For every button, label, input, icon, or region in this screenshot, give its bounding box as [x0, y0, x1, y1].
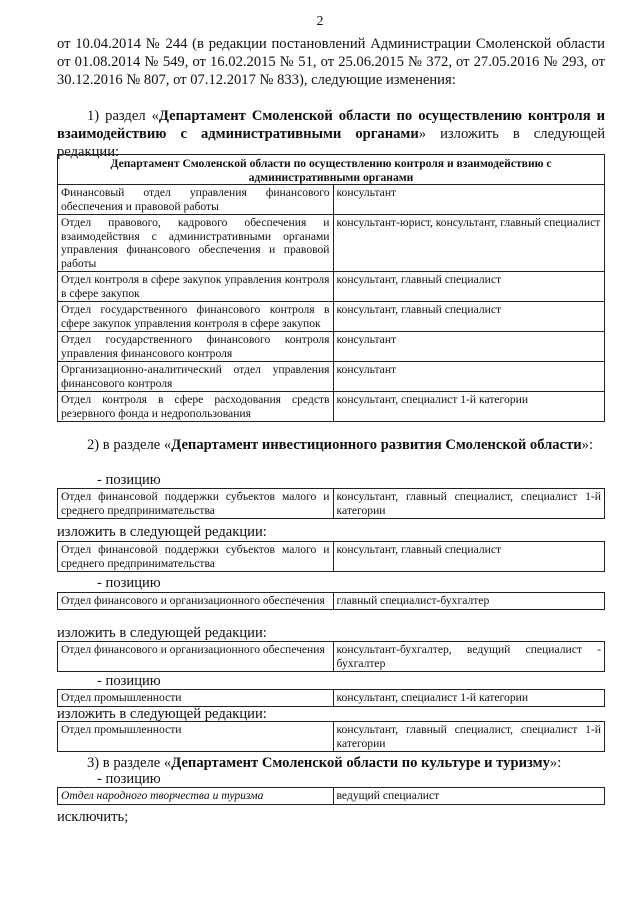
dept-cell: Финансовый отдел управления финансового обеспечения и правовой работы — [58, 185, 334, 215]
table-header: Департамент Смоленской области по осуществлению контроля и взаимодействию с административными органами — [58, 155, 605, 185]
dept-cell: Отдел промышленности — [58, 690, 334, 707]
table-new-edition — [57, 641, 605, 672]
table-row — [58, 332, 605, 362]
table-row — [58, 302, 605, 332]
position-cell: консультант — [333, 185, 604, 215]
item1-paragraph: 1) раздел «Департамент Смоленской области по осуществлению контроля и взаимодействию с административными органами» изложить в следующей редакции: — [57, 108, 606, 160]
dept-cell: Отдел народного творчества и туризма — [58, 788, 334, 805]
position-label: - позицию — [97, 771, 161, 787]
table-row — [58, 362, 605, 392]
intro-paragraph: от 10.04.2014 № 244 (в редакции постановлений Администрации Смоленской области от 01.08.2014 № 549, от 16.02.2015 № 51, от 25.06.2015 № 372, от 27.05.2016 № 293, от 30.12.2016 № 807, от 07.12.2017 № 833), следующие изменения: — [57, 36, 605, 88]
table-row — [58, 392, 605, 422]
position-cell: консультант, главный специалист — [333, 542, 604, 572]
position-cell: консультант, специалист 1-й категории — [333, 690, 604, 707]
table-row — [58, 690, 605, 707]
item1-section-name: Департамент Смоленской области по осуществлению контроля и взаимодействию с административными органами — [57, 108, 606, 142]
position-cell: консультант — [333, 332, 604, 362]
dept-cell: Отдел финансовой поддержки субъектов малого и среднего предпринимательства — [58, 489, 334, 519]
position-label: - позицию — [97, 575, 161, 591]
table-row — [58, 542, 605, 572]
new-edition-label: изложить в следующей редакции: — [57, 625, 267, 641]
position-cell: консультант, главный специалист — [333, 272, 604, 302]
table-row — [58, 272, 605, 302]
position-cell: ведущий специалист — [333, 788, 604, 805]
dept-cell: Отдел финансового и организационного обеспечения — [58, 593, 334, 610]
table-row — [58, 185, 605, 215]
table-row — [58, 788, 605, 805]
table-row — [58, 489, 605, 519]
dept-cell: Отдел контроля в сфере расходования средств резервного фонда и недропользования — [58, 392, 334, 422]
dept-cell: Отдел финансовой поддержки субъектов малого и среднего предпринимательства — [58, 542, 334, 572]
table-position — [57, 787, 605, 805]
dept-cell: Отдел финансового и организационного обеспечения — [58, 642, 334, 672]
table-row — [58, 722, 605, 752]
position-cell: консультант — [333, 362, 604, 392]
position-label: - позицию — [97, 673, 161, 689]
item3-paragraph: 3) в разделе «Департамент Смоленской области по культуре и туризму»: — [87, 755, 562, 771]
table-row — [58, 215, 605, 272]
table-new-edition — [57, 541, 605, 572]
new-edition-label: изложить в следующей редакции: — [57, 706, 267, 722]
table-new-edition — [57, 721, 605, 752]
position-cell: консультант, главный специалист — [333, 302, 604, 332]
position-cell: главный специалист-бухгалтер — [333, 593, 604, 610]
dept-cell: Организационно-аналитический отдел управления финансового контроля — [58, 362, 334, 392]
new-edition-label: изложить в следующей редакции: — [57, 524, 267, 540]
table-position — [57, 488, 605, 519]
table-row — [58, 593, 605, 610]
table-position — [57, 689, 605, 707]
item2-section-name: Департамент инвестиционного развития Смоленской области — [171, 437, 582, 453]
dept-cell: Отдел контроля в сфере закупок управления контроля в сфере закупок — [58, 272, 334, 302]
item3-section-name: Департамент Смоленской области по культуре и туризму — [171, 755, 550, 771]
position-cell: консультант, главный специалист, специалист 1-й категории — [333, 722, 604, 752]
dept-cell: Отдел правового, кадрового обеспечения и взаимодействия с административными органами управления финансового обеспечения и правовой работы — [58, 215, 334, 272]
exclude-label: исключить; — [57, 809, 129, 825]
dept-cell: Отдел государственного финансового контроля управления финансового контроля — [58, 332, 334, 362]
table-row — [58, 642, 605, 672]
position-cell: консультант-бухгалтер, ведущий специалист - бухгалтер — [333, 642, 604, 672]
item2-paragraph: 2) в разделе «Департамент инвестиционного развития Смоленской области»: — [87, 437, 594, 453]
dept-cell: Отдел промышленности — [58, 722, 334, 752]
position-cell: консультант, специалист 1-й категории — [333, 392, 604, 422]
table-section1 — [57, 154, 605, 422]
position-cell: консультант, главный специалист, специалист 1-й категории — [333, 489, 604, 519]
dept-cell: Отдел государственного финансового контроля в сфере закупок управления контроля в сфере закупок — [58, 302, 334, 332]
page-number: 2 — [316, 14, 324, 29]
position-cell: консультант-юрист, консультант, главный специалист — [333, 215, 604, 272]
position-label: - позицию — [97, 472, 161, 488]
table-position — [57, 592, 605, 610]
